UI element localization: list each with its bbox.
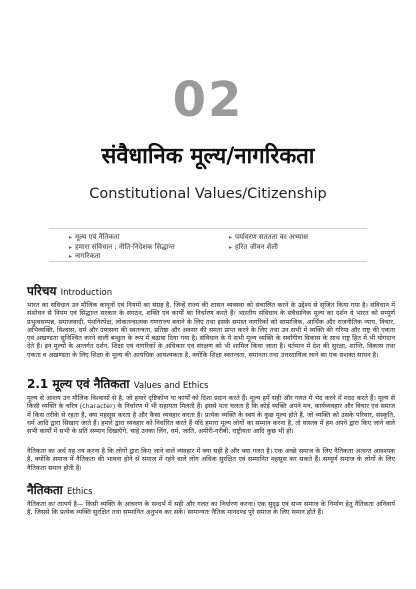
heading-hindi: मूल्य एवं नैतिकता <box>52 377 130 391</box>
values-paragraph-2: नैतिकता का अर्थ यह तय करना है कि लोगों द्वारा किए जाने वाले व्यवहार में क्या सही है और क्या गलत है। एक अच्छे समाज के लिए नैतिकता अत्यन्त आवश्यक है, क्योंकि समाज में नैतिकता की भावना होने से समाज में रहने वाले लोग अधिक सुरक्षित एवं सम्मानित महसूस कर सकते हैं। सम्पूर्ण समाज के लोगों के लिए नैतिकता समान होती है। <box>27 447 395 472</box>
section-number: 2.1 <box>27 377 49 391</box>
introduction-paragraph: भारत का संविधान उन मौलिक कानूनों एवं नियमों का संग्रह है, जिन्हें राज्य की शासन व्यवस्था को संचालित करने के उद्देश्य से सृजित किया गया है। संविधान में संशोधन से नियम एवं सिद्धान्त सरकार के संगठन, शक्ति एवं कार्यों का निर्धारण करते हैं। भारतीय संविधान के संवैधानिक मूल्य का दर्शन ये भारत को सम्पूर्ण प्रभुत्वसम्पन्न, समाजवादी, पंथनिरपेक्ष, लोकतन्त्रात्मक गणराज्य बनाने के लिए तथा इसके समस्त नागरिकों को सामाजिक, आर्थिक और राजनीतिक न्याय, विचार, अभिव्यक्ति, विश्वास, धर्म और उपासना की स्वतन्त्रता, प्रतिष्ठा और अवसर की समता प्राप्त करने के लिए तथा उन सभी में व्यक्ति की गरिमा और राष्ट्र की एकता एवं अखण्डता सुनिश्चित करने वाली बन्धुता के रूप में बढ़ावा दिया गया है। संविधान के ये सभी मूल्य व्यक्ति के सर्वांगीण विकास के साथ राष्ट्र हित में भी योगदान देते हैं। इन मूल्यों के अन्तर्गत दर्शन, शिक्षा एवं नागरिकों के अधिकार एवं संरक्षण को भी शामिल किया जाता है। वर्तमान में देश की सुरक्षा, शान्ति, विकास तथा एकता व अखण्डता के लिए शिक्षा के मूल्य की अत्यधिक आवश्यकता है, क्योंकि शिक्षा स्वतन्त्रता, समानता तथा उत्तरदायित्व लाने का एक सशक्त साधन है। <box>27 301 395 359</box>
contents-right-column <box>229 233 308 252</box>
ethics-paragraph: नैतिकता का तात्पर्य है— किसी व्यक्ति के आचरण के सन्दर्भ में सही और गलत का निर्धारण करना। एक सुदृढ़ एवं सभ्य समाज के निर्माण हेतु नैतिकता अनिवार्य है, जिससे कि प्रत्येक व्यक्ति सुरक्षित तथा सम्मानित अनुभव कर सके। सामान्यतः नैतिक मानदण्ड पूरे समाज के लिए समान होते हैं। <box>27 500 395 517</box>
contents-item: ▸ हमारा संविधान : नीति-निदेशक सिद्धान्त <box>69 243 175 253</box>
chapter-title-english: Constitutional Values/Citizenship <box>89 186 327 202</box>
chapter-title-hindi: संवैधानिक मूल्य/नागरिकता <box>101 144 315 169</box>
contents-item: ▸ पर्यावरण सततता का अभ्यास <box>229 233 308 243</box>
heading-english: Values and Ethics <box>133 381 209 391</box>
values-paragraph: मूल्य से आशय उन मौलिक विश्वासों से है, जो हमारे दृष्टिकोण या कार्यों को दिशा प्रदान करते हैं। मूल्य हमें सही और गलत में भेद करने में मदद करते हैं। मूल्य से किसी व्यक्ति के चरित्र (character) के निर्धारण में भी सहायता मिलती है। इससे पता चलता है कि कोई व्यक्ति अपने मन, कार्यव्यवहार और विचार एवं समाज में किस तरीके से रहता है, क्या महसूस करता है और कैसा व्यवहार करता है। प्रत्येक व्यक्ति के स्वयं के कुछ मूल्य होते हैं, जो व्यक्ति को उसके परिवार, संस्कृति, धर्म आदि द्वारा सिखाए जाते हैं। हमारे द्वारा व्यवहार को निर्धारित करते हैं यदि हमारा मूल्य लोगों का सम्मान करना है, तो वास्तव में हम अपने द्वारा किए जाने वाले सभी कार्यों में सभी के प्रति सम्मान दिखाएँगे, चाहे उनका लिंग, धर्म, जाति, अमीरी-गरीबी, राष्ट्रीयता आदि कुछ भी हो। <box>27 394 395 436</box>
contents-left-column <box>69 233 175 262</box>
section-heading-ethics <box>27 482 93 500</box>
heading-english: Introduction <box>60 288 113 298</box>
chapter-contents-box <box>49 228 367 262</box>
heading-hindi: परिचय <box>27 284 57 298</box>
contents-item: ▸ मूल्य एवं नैतिकता <box>69 233 175 243</box>
heading-english: Ethics <box>66 487 93 497</box>
contents-item: ▸ नागरिकता <box>69 252 175 262</box>
heading-hindi: नैतिकता <box>27 483 63 497</box>
chapter-number: 02 <box>172 72 244 128</box>
section-heading-introduction <box>27 283 112 301</box>
section-heading-values-ethics <box>27 376 208 394</box>
contents-item: ▸ हरित जीवन शैली <box>229 243 308 253</box>
